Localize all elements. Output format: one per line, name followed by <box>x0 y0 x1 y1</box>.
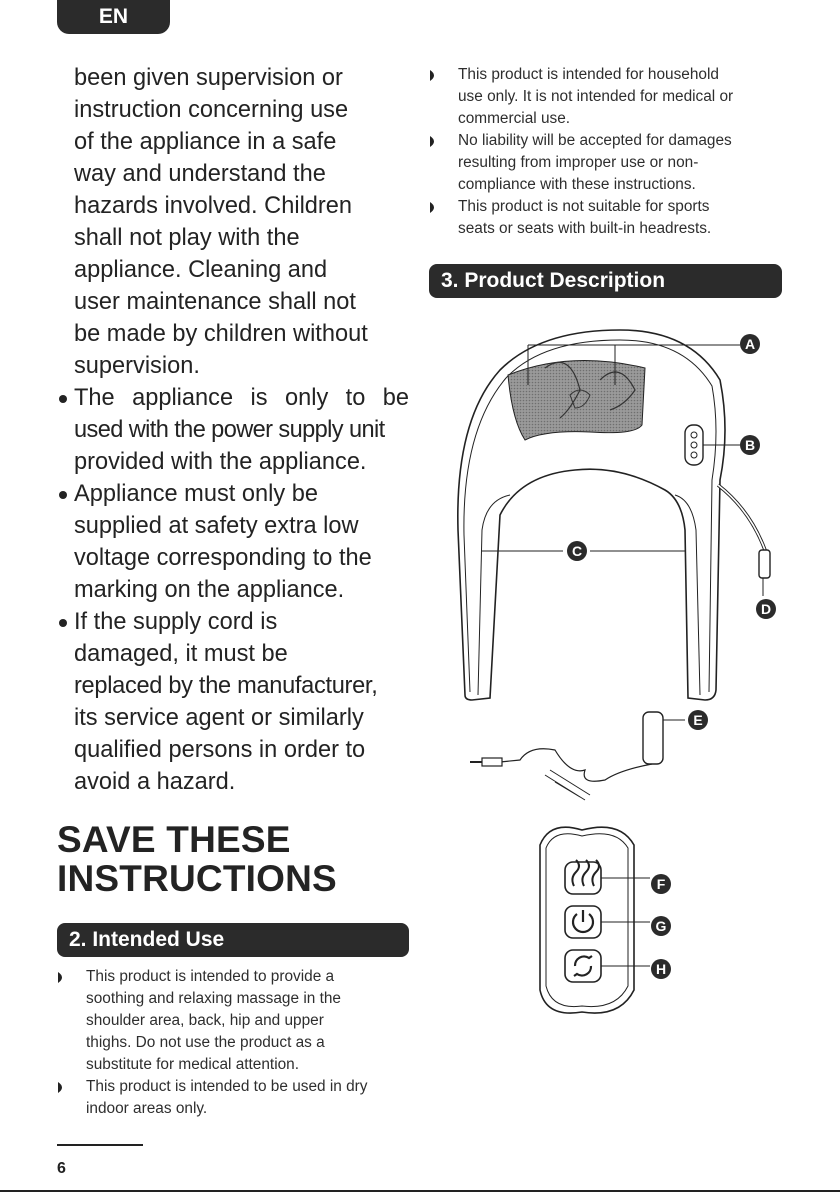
intended-use-list <box>57 966 412 1120</box>
list-item <box>429 196 782 240</box>
text-line: avoid a hazard. <box>74 769 236 795</box>
text-line: shall not play with the <box>74 225 300 251</box>
text-line: No liability will be accepted for damages <box>458 132 732 149</box>
section-heading-product-description: 3. Product Description <box>429 264 782 298</box>
bullet-arrow-icon <box>430 70 438 81</box>
svg-text:D: D <box>760 601 772 617</box>
massage-nodes-area <box>508 360 645 440</box>
text-line: of the appliance in a safe <box>74 129 337 155</box>
text-line: soothing and relaxing massage in the <box>86 990 341 1007</box>
text-line: This product is intended for household <box>458 66 719 83</box>
list-item <box>429 130 782 196</box>
text-line: seats or seats with built-in headrests. <box>458 220 712 237</box>
page-number: 6 <box>57 1160 66 1177</box>
remote-control <box>540 827 634 1013</box>
svg-text:G: G <box>655 918 667 934</box>
label-a <box>740 334 760 354</box>
text-line: supplied at safety extra low <box>74 513 359 539</box>
text-line: hazards involved. Children <box>74 193 353 219</box>
footer-rule <box>57 1144 143 1146</box>
label-b <box>740 435 760 455</box>
list-item <box>57 1076 412 1120</box>
section-heading-intended-use: 2. Intended Use <box>57 923 409 957</box>
power-adapter <box>470 712 663 800</box>
text-line: marking on the appliance. <box>74 577 345 603</box>
text-line: compliance with these instructions. <box>458 176 696 193</box>
text-line: qualified persons in order to <box>74 737 366 763</box>
text-line: Appliance must only be <box>74 481 318 507</box>
svg-text:C: C <box>571 543 583 559</box>
language-tab: EN <box>57 0 170 34</box>
text-line: instruction concerning use <box>74 97 349 123</box>
svg-text:H: H <box>655 961 667 977</box>
power-cable <box>718 485 770 578</box>
list-item <box>429 64 782 130</box>
continuation-paragraph <box>57 62 409 382</box>
bullet-arrow-icon <box>430 136 438 147</box>
list-item <box>57 966 412 1076</box>
label-f <box>651 874 671 894</box>
side-control-panel <box>685 425 703 465</box>
label-h <box>651 959 671 979</box>
product-diagram <box>420 300 820 1030</box>
label-c <box>567 541 587 561</box>
safety-text-continued <box>57 62 409 798</box>
save-instructions-title <box>57 820 417 898</box>
bullet-supply-cord <box>57 606 409 798</box>
bullet-arrow-icon <box>58 1082 66 1093</box>
title-line: INSTRUCTIONS <box>57 858 337 899</box>
label-d <box>756 599 776 619</box>
svg-text:F: F <box>656 876 666 892</box>
text-line: indoor areas only. <box>86 1100 208 1117</box>
text-line: This product is not suitable for sports <box>458 198 710 215</box>
bullet-power-supply <box>57 382 409 478</box>
text-line: been given supervision or <box>74 65 343 91</box>
text-line: its service agent or similarly <box>74 705 364 731</box>
text-line: used with the power supply unit <box>74 417 385 443</box>
text-line: This product is intended to provide a <box>86 968 335 985</box>
text-line: appliance. Cleaning and <box>74 257 328 283</box>
text-line: damaged, it must be <box>74 641 288 667</box>
bullet-arrow-icon <box>430 202 438 213</box>
bullet-safety-voltage <box>57 478 409 606</box>
text-line: thighs. Do not use the product as a <box>86 1034 325 1051</box>
svg-text:E: E <box>693 712 703 728</box>
text-line: substitute for medical attention. <box>86 1056 300 1073</box>
text-line: resulting from improper use or non- <box>458 154 699 171</box>
text-line: voltage corresponding to the <box>74 545 372 571</box>
text-line: supervision. <box>74 353 200 379</box>
usage-restrictions-list <box>429 64 782 240</box>
title-line: SAVE THESE <box>57 819 291 860</box>
text-line: provided with the appliance. <box>74 449 367 475</box>
text-line: This product is intended to be used in dry <box>86 1078 368 1095</box>
text-line: The appliance is only to be <box>74 385 409 411</box>
text-line: replaced by the manufacturer, <box>74 673 378 699</box>
text-line: If the supply cord is <box>74 609 278 635</box>
rotation-button <box>565 950 601 982</box>
text-line: user maintenance shall not <box>74 289 356 315</box>
text-line: commercial use. <box>458 110 571 127</box>
svg-text:A: A <box>744 336 756 352</box>
text-line: be made by children without <box>74 321 368 347</box>
label-g <box>651 916 671 936</box>
text-line: shoulder area, back, hip and upper <box>86 1012 324 1029</box>
text-line: use only. It is not intended for medical or <box>458 88 734 105</box>
svg-text:B: B <box>744 437 756 453</box>
text-line: way and understand the <box>74 161 326 187</box>
bullet-arrow-icon <box>58 972 66 983</box>
label-e <box>688 710 708 730</box>
